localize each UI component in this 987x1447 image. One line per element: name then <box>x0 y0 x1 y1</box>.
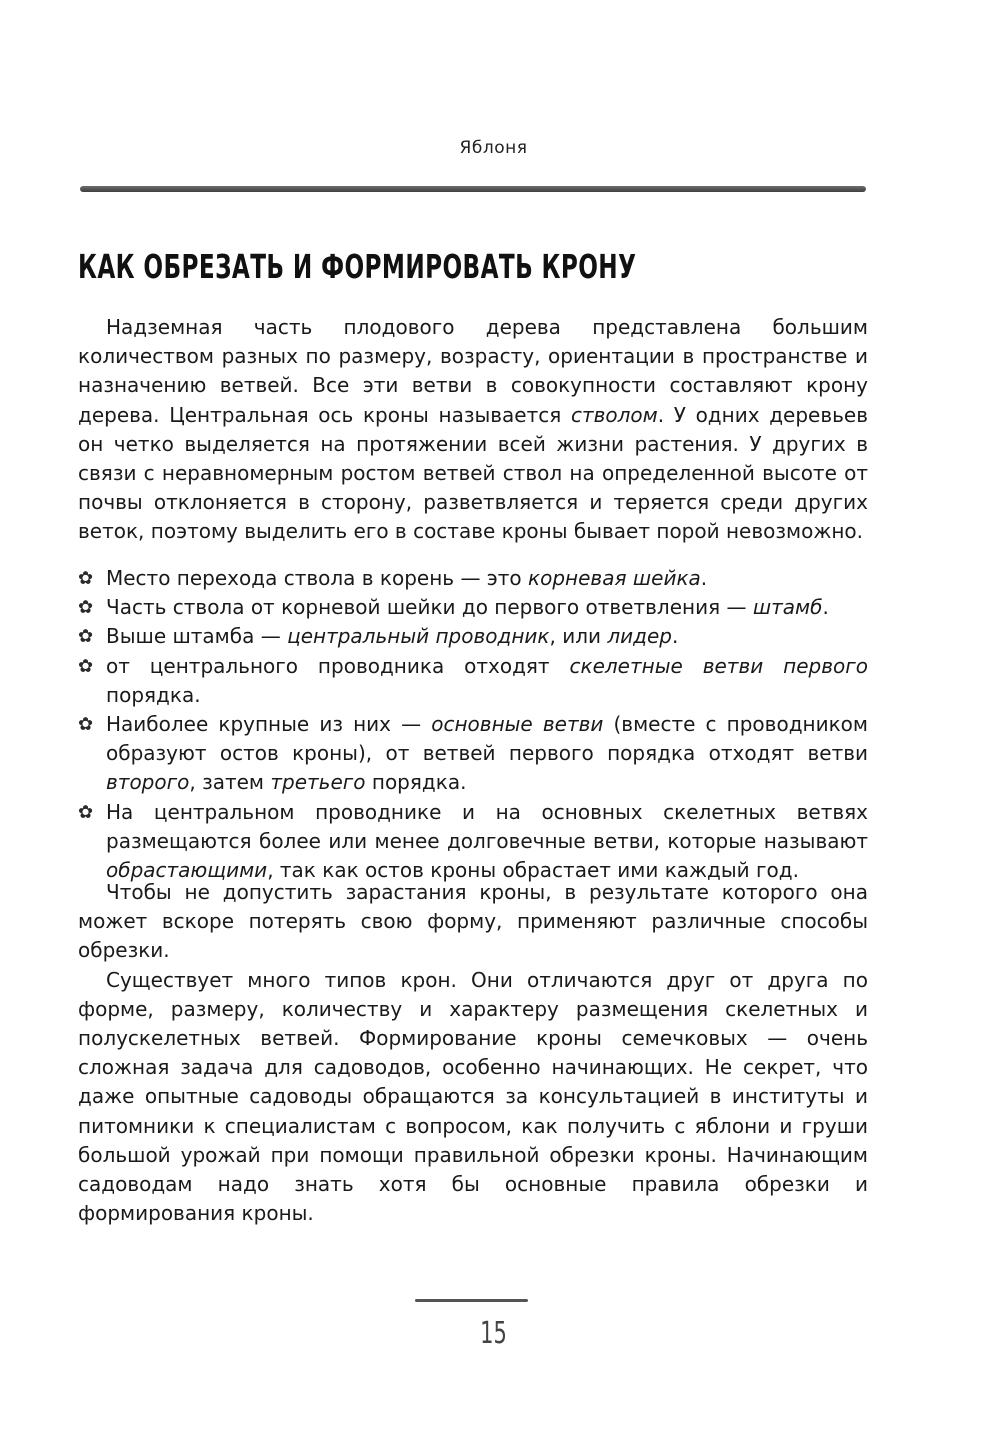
flower-bullet-icon: ✿ <box>78 801 94 823</box>
intro-text-1: Надземная часть плодового дерева представлена большим количеством разных по размеру, возрасту, ориентации в пространстве и назначению ветвей. Все эти ветви в совокупности составляют крону дерева. Центральная ось кроны называется <box>78 315 868 427</box>
list-item: ✿ Часть ствола от корневой шейки до первого ответвления — штамб. <box>78 593 868 622</box>
flower-bullet-icon: ✿ <box>78 626 94 648</box>
running-head: Яблоня <box>459 138 528 158</box>
list-item: ✿ Наиболее крупные из них — основные ветви (вместе с проводником образуют остов кроны), от ветвей первого порядка отходят ветви второго, затем третьего порядка. <box>78 712 869 795</box>
list-item: ✿ На центральном проводнике и на основных скелетных ветвях размещаются более или менее долговечные ветви, которые называют обрастающими, так как остов кроны обрастает ими каждый год. <box>78 799 868 883</box>
header-rule <box>80 186 866 192</box>
folio-rule <box>415 1299 528 1302</box>
list-item: ✿ Выше штамба — центральный проводник, или лидер. <box>78 622 868 651</box>
flower-bullet-icon: ✿ <box>78 568 94 589</box>
outro-paragraph-2: Существует много типов крон. Они отличаются друг от друга по форме, размеру, количеству и характеру размещения скелетных и полускелетных ветвей. Формирование кроны семечковых — очень сложная задача для садоводов, особенно начинающих. Не секрет, что даже опытные садоводы обращаются за консультацией в институты и питомники к специалистам с вопросом, как получить с яблони и груши большой урожай при помощи правильной обрезки кроны. Начинающим садоводам надо знать хотя бы основные правила обрезки и формирования кроны. <box>78 967 868 1226</box>
intro-text-2: . У одних деревьев он четко выделяется на протяжении всей жизни растения. У других в связи с неравномерным ростом ветвей ствол на определенной высоте от почвы отклоняется в сторону, разветвляется и теряется среди других веток, поэтому выделить его в составе кроны бывает порой невозможно. <box>78 402 868 544</box>
intro-term: стволом <box>570 402 658 427</box>
page-number: 15 <box>480 1316 507 1351</box>
intro-paragraph <box>78 313 868 547</box>
flower-bullet-icon: ✿ <box>78 597 94 619</box>
chapter-title: КАК ОБРЕЗАТЬ И ФОРМИРОВАТЬ КРОНУ <box>78 247 637 286</box>
list-item: ✿ от центрального проводника отходят скелетные ветви первого порядка. <box>78 653 868 707</box>
bullet-section <box>78 564 868 885</box>
outro-paragraph-1: Чтобы не допустить зарастания кроны, в результате которого она может вскоре потерять свою форму, применяют различные способы обрезки. <box>78 880 868 963</box>
intro-section <box>78 313 868 547</box>
flower-bullet-icon: ✿ <box>78 714 94 736</box>
list-item: ✿ Место перехода ствола в корень — это корневая шейка. <box>78 564 868 593</box>
outro-section <box>78 878 868 1228</box>
flower-bullet-icon: ✿ <box>78 655 94 677</box>
bullet-list <box>78 564 868 885</box>
